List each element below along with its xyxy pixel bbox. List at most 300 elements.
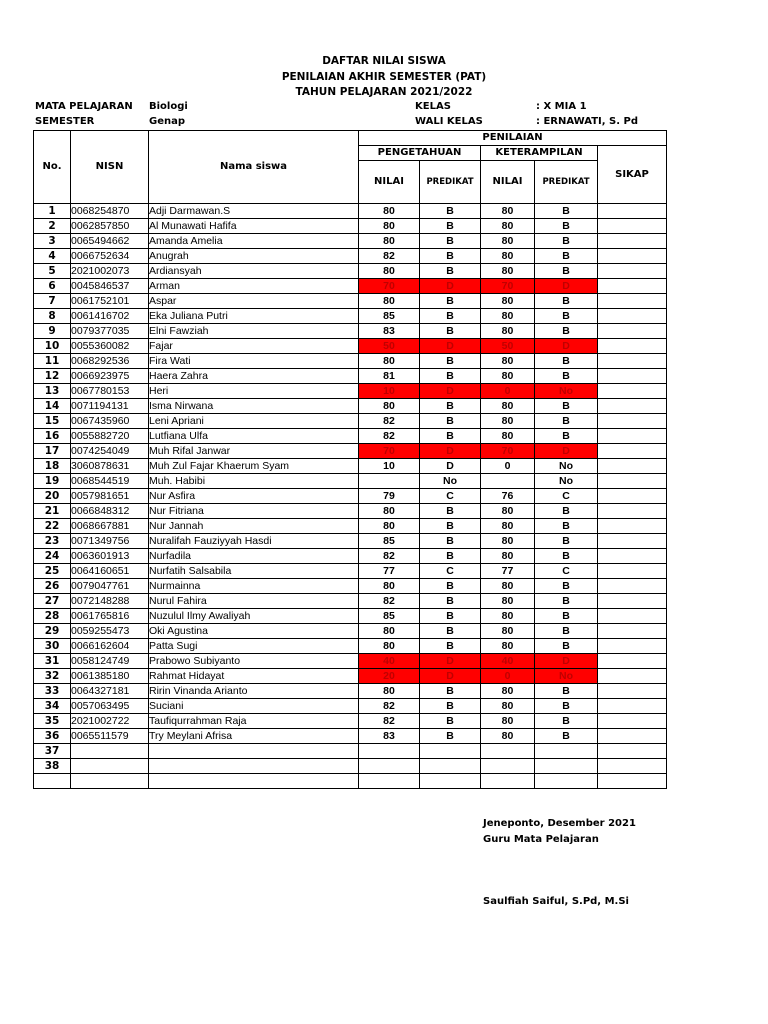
header-p-predikat: PREDIKAT [420,161,481,204]
row-sikap [598,699,667,714]
row-keterampilan-predikat: B [535,579,598,594]
row-sikap [598,534,667,549]
row-keterampilan-nilai: 80 [481,624,535,639]
row-no: 38 [34,759,71,774]
row-pengetahuan-predikat: B [420,399,481,414]
row-nama: Taufiqurrahman Raja [149,714,359,729]
row-keterampilan-predikat: B [535,219,598,234]
row-no: 2 [34,219,71,234]
row-pengetahuan-predikat: B [420,429,481,444]
row-nama [149,759,359,774]
row-no: 30 [34,639,71,654]
table-row [34,339,667,354]
row-sikap [598,684,667,699]
header-pengetahuan: PENGETAHUAN [359,146,481,161]
row-keterampilan-nilai: 80 [481,639,535,654]
row-pengetahuan-nilai: 80 [359,234,420,249]
row-keterampilan-predikat: D [535,654,598,669]
table-row [34,744,667,759]
row-nama: Muh. Habibi [149,474,359,489]
signature-role: Guru Mata Pelajaran [483,834,599,845]
table-row [34,399,667,414]
kelas-label: KELAS [415,101,451,112]
row-pengetahuan-nilai: 82 [359,249,420,264]
row-nisn: 0067435960 [71,414,149,429]
row-pengetahuan-nilai: 80 [359,639,420,654]
table-row [34,354,667,369]
row-pengetahuan-nilai: 85 [359,534,420,549]
table-row [34,669,667,684]
row-keterampilan-predikat: No [535,474,598,489]
row-pengetahuan-nilai: 82 [359,429,420,444]
row-keterampilan-nilai: 80 [481,414,535,429]
row-keterampilan-predikat: No [535,384,598,399]
row-sikap [598,669,667,684]
row-keterampilan-nilai: 80 [481,399,535,414]
row-keterampilan-nilai: 80 [481,204,535,219]
row-nama: Nur Asfira [149,489,359,504]
row-pengetahuan-predikat: B [420,249,481,264]
row-keterampilan-predikat: B [535,729,598,744]
row-no: 34 [34,699,71,714]
row-nisn: 0067780153 [71,384,149,399]
row-pengetahuan-nilai: 80 [359,294,420,309]
row-keterampilan-predikat: B [535,369,598,384]
row-sikap [598,564,667,579]
row-sikap [598,309,667,324]
header-nama: Nama siswa [149,131,359,204]
row-pengetahuan-nilai: 85 [359,609,420,624]
row-no: 5 [34,264,71,279]
row-nama: Nurfatih Salsabila [149,564,359,579]
row-pengetahuan-nilai: 80 [359,504,420,519]
row-nisn: 0059255473 [71,624,149,639]
table-row [34,264,667,279]
row-nama: Fira Wati [149,354,359,369]
row-sikap [598,219,667,234]
row-keterampilan-nilai: 80 [481,354,535,369]
row-keterampilan-predikat: B [535,624,598,639]
row-no: 32 [34,669,71,684]
row-sikap [598,354,667,369]
row-sikap [598,234,667,249]
row-keterampilan-nilai: 80 [481,294,535,309]
row-nisn: 0063601913 [71,549,149,564]
row-nama: Al Munawati Hafifa [149,219,359,234]
row-nisn: 0065494662 [71,234,149,249]
row-keterampilan-nilai: 80 [481,594,535,609]
row-keterampilan-predikat: B [535,504,598,519]
row-sikap [598,279,667,294]
row-no: 4 [34,249,71,264]
row-nisn: 0068254870 [71,204,149,219]
row-keterampilan-predikat: B [535,204,598,219]
row-no: 27 [34,594,71,609]
row-pengetahuan-predikat: B [420,639,481,654]
table-row [34,594,667,609]
header-keterampilan: KETERAMPILAN [481,146,598,161]
row-no [34,774,71,789]
table-row [34,219,667,234]
row-nama: Nurul Fahira [149,594,359,609]
row-sikap [598,204,667,219]
row-nisn: 0068544519 [71,474,149,489]
row-keterampilan-predikat: B [535,249,598,264]
row-nama: Prabowo Subiyanto [149,654,359,669]
table-row [34,489,667,504]
row-pengetahuan-predikat: B [420,204,481,219]
row-nisn: 0064160651 [71,564,149,579]
row-no: 12 [34,369,71,384]
row-nama: Try Meylani Afrisa [149,729,359,744]
row-nama [149,774,359,789]
wali-kelas-label: WALI KELAS [415,116,483,127]
row-sikap [598,744,667,759]
row-keterampilan-nilai: 80 [481,264,535,279]
doc-year: TAHUN PELAJARAN 2021/2022 [295,86,473,98]
row-keterampilan-predikat: B [535,594,598,609]
signature-name: Saulfiah Saiful, S.Pd, M.Si [483,896,629,907]
row-no: 25 [34,564,71,579]
table-row [34,444,667,459]
table-row [34,384,667,399]
row-nisn: 0057063495 [71,699,149,714]
row-pengetahuan-predikat: No [420,474,481,489]
row-no: 16 [34,429,71,444]
table-row [34,699,667,714]
row-pengetahuan-predikat: D [420,444,481,459]
table-row [34,684,667,699]
row-sikap [598,369,667,384]
row-keterampilan-predikat: B [535,519,598,534]
row-nama: Anugrah [149,249,359,264]
row-no: 26 [34,579,71,594]
row-no: 17 [34,444,71,459]
row-no: 11 [34,354,71,369]
row-nisn: 0066752634 [71,249,149,264]
row-keterampilan-predikat: D [535,339,598,354]
row-keterampilan-nilai: 80 [481,504,535,519]
row-keterampilan-nilai: 80 [481,519,535,534]
table-row [34,609,667,624]
table-row [34,474,667,489]
row-keterampilan-nilai: 80 [481,534,535,549]
row-pengetahuan-nilai: 80 [359,219,420,234]
row-nisn: 0066923975 [71,369,149,384]
row-nama: Nurmainna [149,579,359,594]
header-k-nilai: NILAI [481,161,535,204]
row-sikap [598,339,667,354]
row-pengetahuan-predikat: B [420,324,481,339]
row-nisn: 0055360082 [71,339,149,354]
row-pengetahuan-predikat: B [420,519,481,534]
row-no: 13 [34,384,71,399]
row-nisn: 0057981651 [71,489,149,504]
row-pengetahuan-predikat [420,759,481,774]
row-keterampilan-nilai: 76 [481,489,535,504]
row-pengetahuan-nilai: 50 [359,339,420,354]
row-no: 10 [34,339,71,354]
row-pengetahuan-predikat: C [420,564,481,579]
row-nama: Fajar [149,339,359,354]
row-nama: Ririn Vinanda Arianto [149,684,359,699]
row-keterampilan-nilai: 80 [481,549,535,564]
row-nisn: 0066848312 [71,504,149,519]
row-nama: Isma Nirwana [149,399,359,414]
row-pengetahuan-nilai: 82 [359,594,420,609]
row-keterampilan-nilai: 80 [481,309,535,324]
row-nisn: 0072148288 [71,594,149,609]
table-row [34,774,667,789]
row-keterampilan-predikat: B [535,714,598,729]
table-row [34,369,667,384]
row-pengetahuan-predikat: B [420,714,481,729]
table-row [34,324,667,339]
row-nama: Lutfiana Ulfa [149,429,359,444]
row-nisn: 0068292536 [71,354,149,369]
row-pengetahuan-predikat: D [420,339,481,354]
row-keterampilan-nilai: 80 [481,234,535,249]
row-keterampilan-predikat: B [535,429,598,444]
doc-subtitle: PENILAIAN AKHIR SEMESTER (PAT) [281,71,487,83]
row-no: 3 [34,234,71,249]
row-pengetahuan-nilai: 40 [359,654,420,669]
row-nama: Nur Fitriana [149,504,359,519]
table-row [34,579,667,594]
row-no: 28 [34,609,71,624]
row-pengetahuan-nilai: 81 [359,369,420,384]
row-no: 6 [34,279,71,294]
row-no: 29 [34,624,71,639]
header-k-predikat: PREDIKAT [535,161,598,204]
row-keterampilan-nilai [481,774,535,789]
row-keterampilan-nilai [481,474,535,489]
row-no: 33 [34,684,71,699]
row-keterampilan-predikat: No [535,669,598,684]
row-keterampilan-nilai: 0 [481,459,535,474]
row-no: 37 [34,744,71,759]
row-pengetahuan-predikat: B [420,684,481,699]
row-nisn: 0064327181 [71,684,149,699]
row-nisn: 2021002073 [71,264,149,279]
row-no: 23 [34,534,71,549]
row-pengetahuan-nilai: 20 [359,669,420,684]
row-nisn: 0071349756 [71,534,149,549]
row-keterampilan-predikat [535,759,598,774]
row-keterampilan-nilai: 70 [481,279,535,294]
row-nama: Muh Zul Fajar Khaerum Syam [149,459,359,474]
row-keterampilan-nilai: 80 [481,579,535,594]
row-keterampilan-predikat: B [535,399,598,414]
row-keterampilan-predikat: C [535,489,598,504]
table-row [34,504,667,519]
row-pengetahuan-predikat: B [420,309,481,324]
row-pengetahuan-nilai [359,474,420,489]
row-pengetahuan-predikat: B [420,504,481,519]
row-pengetahuan-predikat: B [420,294,481,309]
row-keterampilan-predikat: B [535,234,598,249]
row-keterampilan-nilai: 80 [481,369,535,384]
row-nama: Suciani [149,699,359,714]
row-sikap [598,489,667,504]
row-pengetahuan-predikat: D [420,654,481,669]
row-keterampilan-nilai [481,759,535,774]
row-nama: Heri [149,384,359,399]
row-pengetahuan-nilai: 80 [359,519,420,534]
row-keterampilan-predikat: B [535,549,598,564]
row-no: 36 [34,729,71,744]
row-nama: Amanda Amelia [149,234,359,249]
row-no: 8 [34,309,71,324]
row-pengetahuan-nilai: 82 [359,414,420,429]
table-row [34,519,667,534]
row-pengetahuan-nilai: 82 [359,549,420,564]
row-keterampilan-nilai: 80 [481,699,535,714]
row-keterampilan-predikat: D [535,279,598,294]
row-pengetahuan-predikat: B [420,414,481,429]
row-keterampilan-nilai: 40 [481,654,535,669]
row-sikap [598,579,667,594]
table-row [34,564,667,579]
row-pengetahuan-nilai: 10 [359,384,420,399]
row-sikap [598,504,667,519]
table-row [34,279,667,294]
row-nama: Patta Sugi [149,639,359,654]
header-penilaian: PENILAIAN [359,131,667,146]
semester-value: Genap [149,116,186,127]
row-pengetahuan-predikat: B [420,219,481,234]
row-no: 22 [34,519,71,534]
row-nisn: 0062857850 [71,219,149,234]
row-keterampilan-predikat: B [535,609,598,624]
row-pengetahuan-predikat: D [420,459,481,474]
row-keterampilan-nilai: 80 [481,324,535,339]
row-keterampilan-predikat: C [535,564,598,579]
row-nisn: 0079377035 [71,324,149,339]
row-nisn: 0079047761 [71,579,149,594]
table-row [34,534,667,549]
row-nisn: 0061385180 [71,669,149,684]
row-nisn [71,744,149,759]
table-row [34,204,667,219]
row-no: 1 [34,204,71,219]
row-keterampilan-predikat: B [535,264,598,279]
row-keterampilan-predikat: No [535,459,598,474]
row-nama: Nurfadila [149,549,359,564]
row-pengetahuan-nilai: 80 [359,264,420,279]
row-pengetahuan-nilai: 82 [359,714,420,729]
row-nama: Adji Darmawan.S [149,204,359,219]
row-pengetahuan-nilai: 77 [359,564,420,579]
table-row [34,249,667,264]
row-sikap [598,639,667,654]
row-no: 31 [34,654,71,669]
row-pengetahuan-nilai: 80 [359,354,420,369]
row-keterampilan-predikat: B [535,354,598,369]
row-nama: Haera Zahra [149,369,359,384]
row-pengetahuan-nilai: 82 [359,699,420,714]
row-sikap [598,414,667,429]
row-sikap [598,729,667,744]
row-pengetahuan-predikat: D [420,669,481,684]
row-pengetahuan-nilai: 79 [359,489,420,504]
row-nama: Nuralifah Fauziyyah Hasdi [149,534,359,549]
row-keterampilan-predikat [535,774,598,789]
table-row [34,459,667,474]
row-keterampilan-predikat: B [535,324,598,339]
row-sikap [598,594,667,609]
table-row [34,759,667,774]
kelas-value: : X MIA 1 [536,101,587,112]
row-no: 9 [34,324,71,339]
row-keterampilan-predikat: D [535,444,598,459]
row-nama: Nur Jannah [149,519,359,534]
row-sikap [598,759,667,774]
row-keterampilan-nilai: 0 [481,669,535,684]
row-keterampilan-nilai [481,744,535,759]
row-pengetahuan-nilai: 80 [359,624,420,639]
table-row [34,294,667,309]
row-pengetahuan-predikat: B [420,354,481,369]
row-nama: Leni Apriani [149,414,359,429]
table-row [34,729,667,744]
row-keterampilan-predikat: B [535,534,598,549]
header-no: No. [34,131,71,204]
row-sikap [598,324,667,339]
row-pengetahuan-nilai [359,774,420,789]
row-pengetahuan-nilai: 10 [359,459,420,474]
row-keterampilan-nilai: 77 [481,564,535,579]
signature-place-date: Jeneponto, Desember 2021 [483,818,636,829]
row-pengetahuan-predikat: B [420,234,481,249]
row-keterampilan-nilai: 80 [481,729,535,744]
row-nisn: 2021002722 [71,714,149,729]
row-nisn: 3060878631 [71,459,149,474]
row-pengetahuan-predikat: B [420,729,481,744]
row-no: 21 [34,504,71,519]
row-nama: Muh Rifal Janwar [149,444,359,459]
row-nisn: 0071194131 [71,399,149,414]
row-sikap [598,549,667,564]
row-keterampilan-nilai: 50 [481,339,535,354]
row-keterampilan-nilai: 80 [481,609,535,624]
header-p-nilai: NILAI [359,161,420,204]
row-nisn: 0061765816 [71,609,149,624]
row-pengetahuan-predikat: B [420,579,481,594]
row-sikap [598,294,667,309]
row-no: 15 [34,414,71,429]
mata-pelajaran-label: MATA PELAJARAN [35,101,133,112]
row-nisn: 0061416702 [71,309,149,324]
row-sikap [598,654,667,669]
row-pengetahuan-predikat: D [420,384,481,399]
row-no: 18 [34,459,71,474]
row-no: 35 [34,714,71,729]
row-sikap [598,519,667,534]
row-nisn: 0066162604 [71,639,149,654]
row-nisn: 0068667881 [71,519,149,534]
row-nama: Oki Agustina [149,624,359,639]
row-pengetahuan-nilai: 80 [359,204,420,219]
row-sikap [598,474,667,489]
row-pengetahuan-nilai: 83 [359,324,420,339]
row-sikap [598,714,667,729]
row-pengetahuan-nilai: 85 [359,309,420,324]
row-keterampilan-predikat [535,744,598,759]
row-sikap [598,399,667,414]
row-pengetahuan-predikat: B [420,534,481,549]
wali-kelas-value: : ERNAWATI, S. Pd [536,116,639,127]
